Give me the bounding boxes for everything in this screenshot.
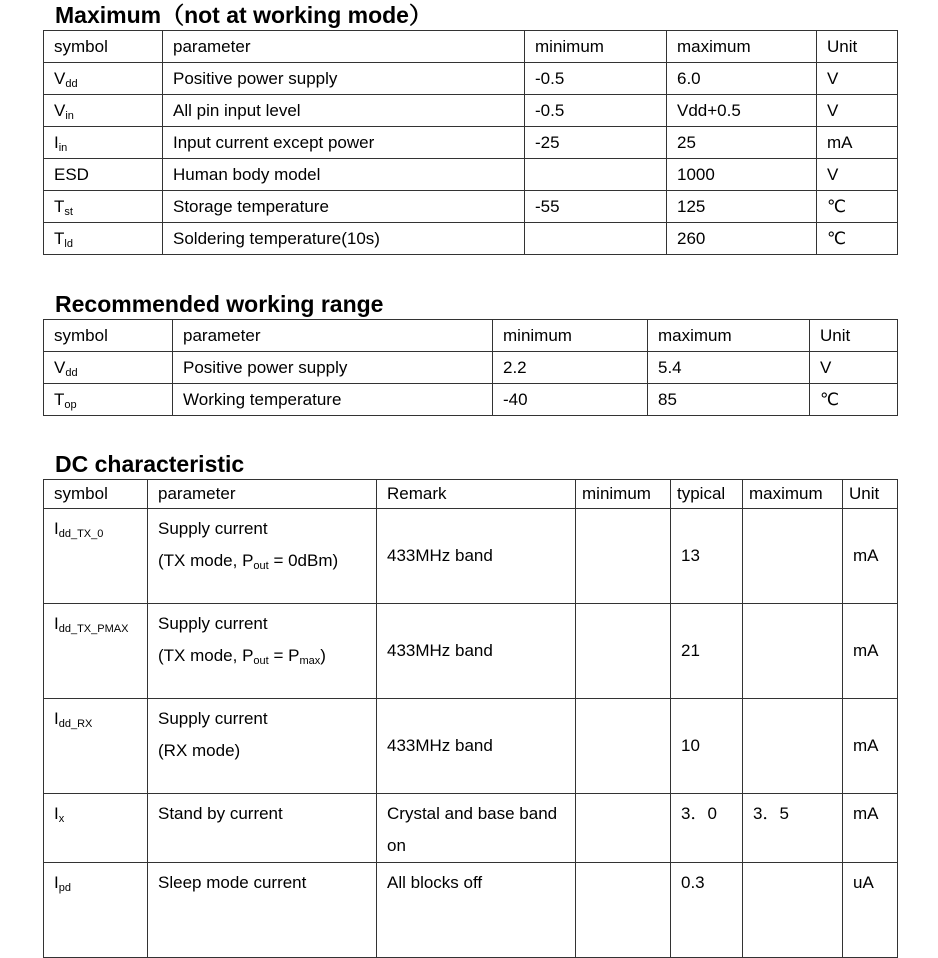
symbol-cell: $V_{dd}$ [44, 352, 173, 384]
symbol-cell: $I_{dd\_RX}$ [44, 699, 148, 794]
parameter-cell: Sleep mode current [148, 863, 377, 958]
minimum-cell [576, 794, 671, 863]
symbol-cell: $T_{st}$ [44, 191, 163, 223]
minimum-cell: -25 [525, 127, 667, 159]
symbol-cell: $T_{ld}$ [44, 223, 163, 255]
parameter-condition: (RX mode) [158, 741, 241, 760]
header-remark: Remark [377, 480, 576, 509]
minimum-cell [576, 604, 671, 699]
table-row [44, 509, 898, 604]
header-typical: typical [671, 480, 743, 509]
typical-cell: 3．0 [671, 794, 743, 863]
unit-cell: ℃ [817, 223, 898, 255]
remark-cell: All blocks off [377, 863, 576, 958]
minimum-cell: 2.2 [493, 352, 648, 384]
table-row [44, 159, 898, 191]
table-row [44, 191, 898, 223]
table-row [44, 699, 898, 794]
header-symbol: symbol [44, 31, 163, 63]
unit-cell: V [817, 63, 898, 95]
header-minimum: minimum [493, 320, 648, 352]
parameter-cell: All pin input level [163, 95, 525, 127]
minimum-cell: -55 [525, 191, 667, 223]
maximum-cell [743, 699, 843, 794]
minimum-cell [525, 223, 667, 255]
remark-cell: 433MHz band [377, 699, 576, 794]
minimum-cell: -40 [493, 384, 648, 416]
remark-cell: 433MHz band [377, 604, 576, 699]
symbol-cell: ESD [44, 159, 163, 191]
minimum-cell [576, 509, 671, 604]
typical-cell: 21 [671, 604, 743, 699]
remark-line: on [387, 836, 406, 855]
header-unit: Unit [810, 320, 898, 352]
unit-cell: mA [843, 699, 898, 794]
symbol-cell: $V_{in}$ [44, 95, 163, 127]
table-header-row [44, 480, 898, 509]
symbol-cell: $I_{dd\_TX\_PMAX}$ [44, 604, 148, 699]
parameter-cell: Stand by current [148, 794, 377, 863]
symbol-cell: $V_{dd}$ [44, 63, 163, 95]
dc-characteristic-table [43, 479, 898, 958]
parameter-condition: (TX mode, $P_{out} = 0dBm$) [158, 551, 339, 572]
table-row [44, 794, 898, 863]
table-row [44, 863, 898, 958]
unit-cell: mA [817, 127, 898, 159]
recommended-range-table [43, 319, 898, 416]
header-unit: Unit [817, 31, 898, 63]
parameter-cell: Positive power supply [173, 352, 493, 384]
typical-cell: 0.3 [671, 863, 743, 958]
parameter-cell: Soldering temperature(10s) [163, 223, 525, 255]
unit-cell: ℃ [817, 191, 898, 223]
maximum-cell: 1000 [667, 159, 817, 191]
table-row [44, 384, 898, 416]
header-unit: Unit [843, 480, 898, 509]
parameter-cell [148, 604, 377, 699]
parameter-cell: Storage temperature [163, 191, 525, 223]
unit-cell: mA [843, 794, 898, 863]
header-parameter: parameter [148, 480, 377, 509]
maximum-cell [743, 509, 843, 604]
unit-cell: mA [843, 604, 898, 699]
header-symbol: symbol [44, 480, 148, 509]
parameter-cell [148, 509, 377, 604]
maximum-cell: Vdd+0.5 [667, 95, 817, 127]
maximum-cell [743, 863, 843, 958]
minimum-cell: -0.5 [525, 63, 667, 95]
maximum-cell: 25 [667, 127, 817, 159]
table-header-row [44, 320, 898, 352]
maximum-cell: 85 [648, 384, 810, 416]
minimum-cell [576, 699, 671, 794]
maximum-cell: 6.0 [667, 63, 817, 95]
header-maximum: maximum [743, 480, 843, 509]
maximum-cell: 260 [667, 223, 817, 255]
parameter-line: Supply current [158, 519, 268, 538]
section-title-maximum: Maximum（not at working mode） [55, 2, 432, 28]
remark-cell [377, 794, 576, 863]
unit-cell: V [817, 159, 898, 191]
unit-cell: V [810, 352, 898, 384]
remark-cell: 433MHz band [377, 509, 576, 604]
parameter-condition: (TX mode, $P_{out} = P_{max}$) [158, 646, 326, 667]
typical-cell: 13 [671, 509, 743, 604]
table-row [44, 352, 898, 384]
header-parameter: parameter [163, 31, 525, 63]
minimum-cell: -0.5 [525, 95, 667, 127]
maximum-ratings-table [43, 30, 898, 255]
parameter-line: Supply current [158, 614, 268, 633]
parameter-cell [148, 699, 377, 794]
parameter-cell: Positive power supply [163, 63, 525, 95]
unit-cell: uA [843, 863, 898, 958]
unit-cell: mA [843, 509, 898, 604]
symbol-cell: $I_{pd}$ [44, 863, 148, 958]
remark-line: Crystal and base band [387, 804, 558, 823]
table-header-row [44, 31, 898, 63]
header-parameter: parameter [173, 320, 493, 352]
header-maximum: maximum [648, 320, 810, 352]
table-row [44, 127, 898, 159]
maximum-cell [743, 604, 843, 699]
typical-cell: 10 [671, 699, 743, 794]
unit-cell: ℃ [810, 384, 898, 416]
parameter-cell: Working temperature [173, 384, 493, 416]
maximum-cell: 3．5 [743, 794, 843, 863]
symbol-cell: $I_{in}$ [44, 127, 163, 159]
section-title-dc: DC characteristic [55, 451, 245, 477]
section-title-recommended: Recommended working range [55, 291, 384, 317]
maximum-cell: 125 [667, 191, 817, 223]
header-symbol: symbol [44, 320, 173, 352]
table-row [44, 604, 898, 699]
maximum-cell: 5.4 [648, 352, 810, 384]
symbol-cell: $I_{dd\_TX\_0}$ [44, 509, 148, 604]
parameter-line: Supply current [158, 709, 268, 728]
header-minimum: minimum [576, 480, 671, 509]
parameter-cell: Human body model [163, 159, 525, 191]
parameter-cell: Input current except power [163, 127, 525, 159]
minimum-cell [576, 863, 671, 958]
header-maximum: maximum [667, 31, 817, 63]
minimum-cell [525, 159, 667, 191]
table-row [44, 223, 898, 255]
symbol-cell: $T_{op}$ [44, 384, 173, 416]
table-row [44, 95, 898, 127]
symbol-cell: $I_x$ [44, 794, 148, 863]
header-minimum: minimum [525, 31, 667, 63]
unit-cell: V [817, 95, 898, 127]
table-row [44, 63, 898, 95]
